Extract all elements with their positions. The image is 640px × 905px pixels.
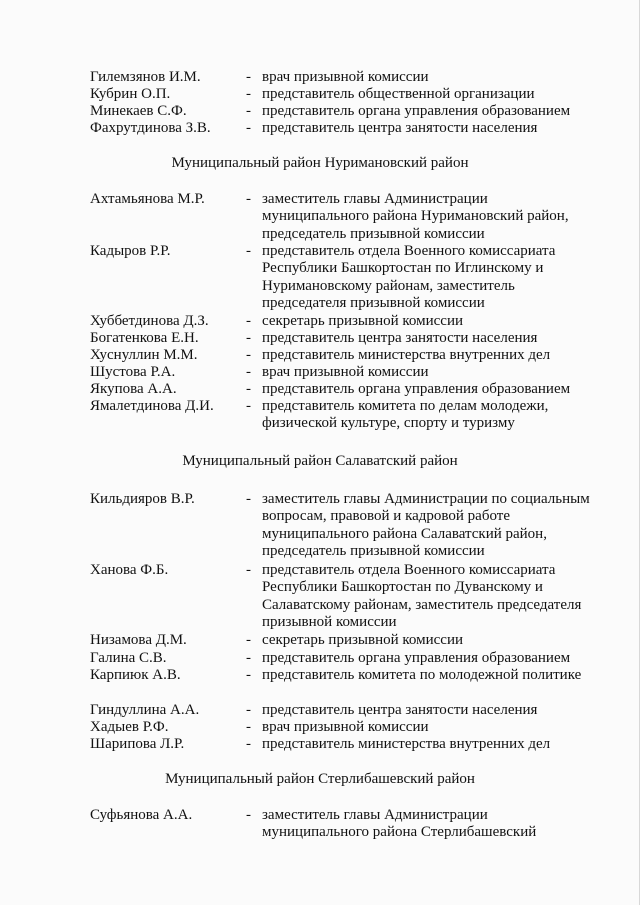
dash: - [246, 364, 251, 380]
dash: - [246, 632, 251, 648]
member-role: представитель органа управления образованием [262, 381, 571, 397]
member-role: секретарь призывной комиссии [262, 632, 464, 648]
member-name: Минекаев С.Ф. [90, 103, 187, 119]
member-role: представитель центра занятости населения [262, 120, 538, 136]
member-role: представитель отдела Военного комиссариата Республики Башкортостан по Иглинскому и Нуримановскому районам, заместитель председателя призывной комиссии [262, 243, 556, 311]
member-name: Галина С.В. [90, 650, 167, 666]
member-name: Гилемзянов И.М. [90, 69, 201, 85]
member-name: Гиндуллина А.А. [90, 702, 200, 718]
member-name: Суфьянова А.А. [90, 807, 193, 823]
member-name: Хадыев Р.Ф. [90, 719, 169, 735]
dash: - [246, 807, 251, 823]
dash: - [246, 702, 251, 718]
dash: - [246, 719, 251, 735]
dash: - [246, 86, 251, 102]
dash: - [246, 330, 251, 346]
dash: - [246, 103, 251, 119]
member-name: Кубрин О.П. [90, 86, 171, 102]
dash: - [246, 667, 251, 683]
member-role: представитель органа управления образованием [262, 650, 571, 666]
member-role: врач призывной комиссии [262, 719, 429, 735]
member-name: Ахтамьянова М.Р. [90, 191, 205, 207]
member-role: представитель общественной организации [262, 86, 535, 102]
member-name: Якупова А.А. [90, 381, 177, 397]
member-role: представитель комитета по молодежной политике [262, 667, 582, 683]
member-role: представитель министерства внутренних дел [262, 347, 551, 363]
dash: - [246, 491, 251, 507]
section-heading-salavatsky: Муниципальный район Салаватский район [182, 453, 458, 469]
member-name: Карпиюк А.В. [90, 667, 181, 683]
dash: - [246, 313, 251, 329]
member-role: представитель центра занятости населения [262, 702, 538, 718]
member-name: Шустова Р.А. [90, 364, 176, 380]
member-name: Хуснуллин М.М. [90, 347, 198, 363]
member-role: заместитель главы Администрации по социальным вопросам, правовой и кадровой работе муниципального района Салаватский район, председатель призывной комиссии [262, 491, 590, 559]
dash: - [246, 562, 251, 578]
member-role: представитель отдела Военного комиссариата Республики Башкортостан по Дуванскому и Салаватскому районам, заместитель председателя призывной комиссии [262, 562, 582, 630]
dash: - [246, 191, 251, 207]
member-name: Ханова Ф.Б. [90, 562, 169, 578]
member-role: представитель органа управления образованием [262, 103, 571, 119]
dash: - [246, 347, 251, 363]
member-role: представитель министерства внутренних дел [262, 736, 551, 752]
dash: - [246, 736, 251, 752]
dash: - [246, 650, 251, 666]
member-name: Богатенкова Е.Н. [90, 330, 199, 346]
member-name: Ямалетдинова Д.И. [90, 398, 214, 414]
member-role: заместитель главы Администрации муниципального района Нуримановский район, председатель призывной комиссии [262, 191, 569, 242]
dash: - [246, 69, 251, 85]
dash: - [246, 381, 251, 397]
member-name: Кильдияров В.Р. [90, 491, 195, 507]
dash: - [246, 243, 251, 259]
member-name: Шарипова Л.Р. [90, 736, 185, 752]
member-name: Низамова Д.М. [90, 632, 187, 648]
section-heading-nurimanovsky: Муниципальный район Нуримановский район [171, 155, 469, 171]
dash: - [246, 398, 251, 414]
member-role: врач призывной комиссии [262, 364, 429, 380]
member-role: представитель центра занятости населения [262, 330, 538, 346]
member-role: заместитель главы Администрации муниципального района Стерлибашевский [262, 807, 537, 841]
member-name: Хуббетдинова Д.З. [90, 313, 209, 329]
member-name: Фахрутдинова З.В. [90, 120, 211, 136]
member-role: представитель комитета по делам молодежи, физической культуре, спорту и туризму [262, 398, 549, 432]
dash: - [246, 120, 251, 136]
member-name: Кадыров Р.Р. [90, 243, 171, 259]
member-role: секретарь призывной комиссии [262, 313, 464, 329]
section-heading-sterlibashevsky: Муниципальный район Стерлибашевский район [165, 771, 475, 787]
member-role: врач призывной комиссии [262, 69, 429, 85]
